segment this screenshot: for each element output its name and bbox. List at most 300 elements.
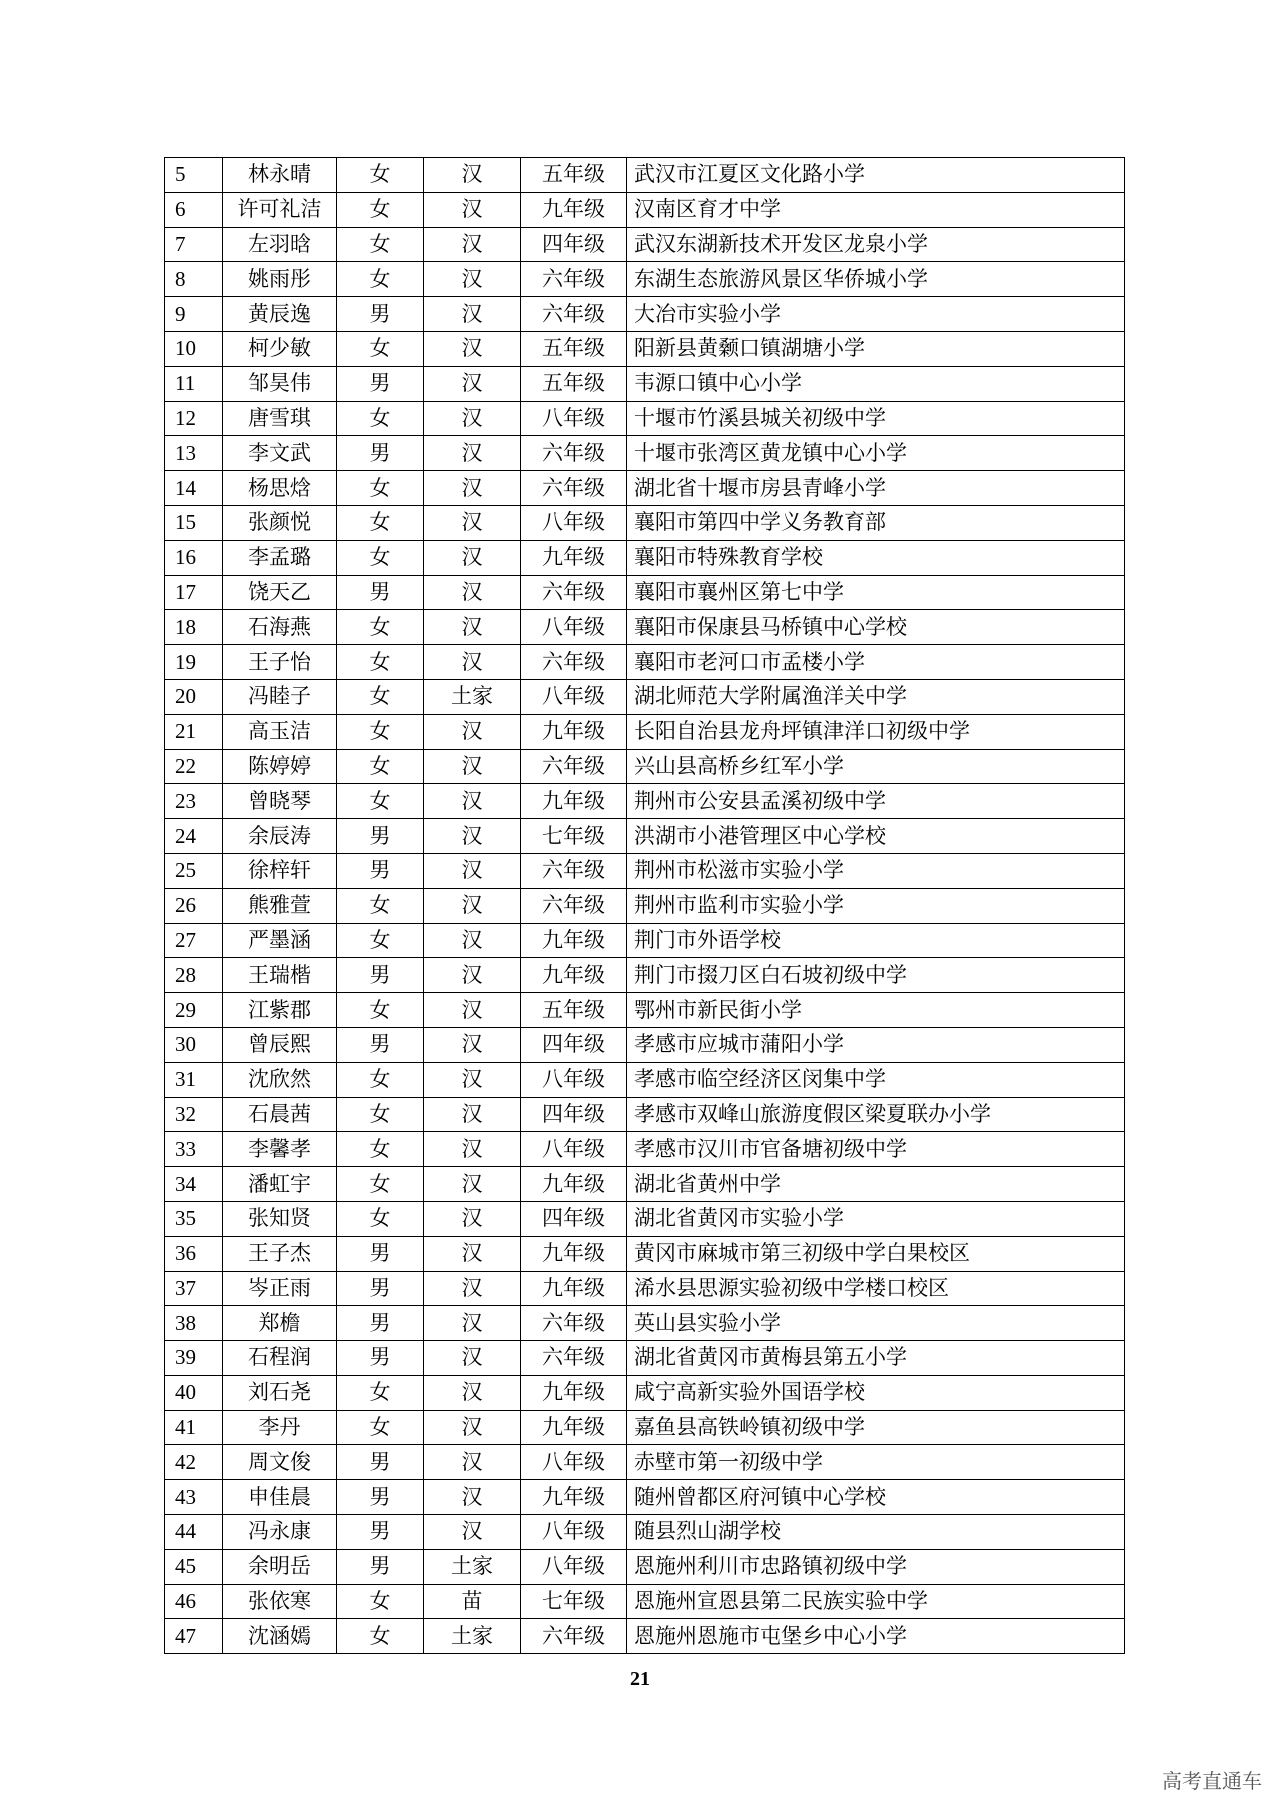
grade-cell: 四年级 [521,1097,627,1132]
grade-cell: 六年级 [521,262,627,297]
row-number-cell: 17 [165,575,223,610]
grade-cell: 八年级 [521,1132,627,1167]
school-cell: 恩施州宣恩县第二民族实验中学 [627,1584,1125,1619]
table-row [165,1341,1125,1376]
grade-cell: 九年级 [521,784,627,819]
grade-cell: 八年级 [521,1549,627,1584]
row-number-cell: 31 [165,1062,223,1097]
row-number-cell: 5 [165,158,223,193]
school-cell: 十堰市竹溪县城关初级中学 [627,401,1125,436]
row-number-cell: 12 [165,401,223,436]
school-cell: 孝感市应城市蒲阳小学 [627,1027,1125,1062]
table-row [165,993,1125,1028]
student-name-cell: 唐雪琪 [223,401,337,436]
student-name-cell: 郑檐 [223,1306,337,1341]
student-name-cell: 李孟璐 [223,540,337,575]
student-name-cell: 申佳晨 [223,1480,337,1515]
gender-cell: 男 [337,575,424,610]
student-roster-table [164,157,1125,1654]
table-row [165,192,1125,227]
gender-cell: 男 [337,819,424,854]
grade-cell: 六年级 [521,471,627,506]
row-number-cell: 28 [165,958,223,993]
student-name-cell: 潘虹宇 [223,1167,337,1202]
school-cell: 襄阳市老河口市孟楼小学 [627,645,1125,680]
gender-cell: 女 [337,262,424,297]
table-row [165,1410,1125,1445]
school-cell: 孝感市临空经济区闵集中学 [627,1062,1125,1097]
grade-cell: 八年级 [521,1062,627,1097]
student-name-cell: 石海燕 [223,610,337,645]
student-name-cell: 熊雅萱 [223,888,337,923]
row-number-cell: 29 [165,993,223,1028]
ethnicity-cell: 汉 [424,923,521,958]
ethnicity-cell: 汉 [424,1027,521,1062]
student-name-cell: 周文俊 [223,1445,337,1480]
row-number-cell: 15 [165,505,223,540]
school-cell: 韦源口镇中心小学 [627,366,1125,401]
gender-cell: 女 [337,192,424,227]
grade-cell: 六年级 [521,297,627,332]
row-number-cell: 10 [165,331,223,366]
gender-cell: 男 [337,1549,424,1584]
row-number-cell: 19 [165,645,223,680]
school-cell: 随县烈山湖学校 [627,1515,1125,1550]
table-row [165,888,1125,923]
student-name-cell: 曾晓琴 [223,784,337,819]
grade-cell: 九年级 [521,1167,627,1202]
ethnicity-cell: 汉 [424,1341,521,1376]
row-number-cell: 14 [165,471,223,506]
gender-cell: 女 [337,540,424,575]
table-row [165,958,1125,993]
grade-cell: 九年级 [521,923,627,958]
table-row [165,1236,1125,1271]
watermark-text: 高考直通车 [1162,1769,1262,1793]
row-number-cell: 36 [165,1236,223,1271]
table-row [165,505,1125,540]
table-row [165,1584,1125,1619]
ethnicity-cell: 汉 [424,505,521,540]
ethnicity-cell: 汉 [424,366,521,401]
ethnicity-cell: 汉 [424,1201,521,1236]
ethnicity-cell: 汉 [424,1167,521,1202]
student-name-cell: 张依寒 [223,1584,337,1619]
student-name-cell: 左羽晗 [223,227,337,262]
school-cell: 襄阳市第四中学义务教育部 [627,505,1125,540]
table-row [165,819,1125,854]
grade-cell: 八年级 [521,679,627,714]
gender-cell: 女 [337,1167,424,1202]
ethnicity-cell: 汉 [424,714,521,749]
grade-cell: 九年级 [521,1236,627,1271]
school-cell: 嘉鱼县高铁岭镇初级中学 [627,1410,1125,1445]
table-row [165,262,1125,297]
table-row [165,784,1125,819]
grade-cell: 九年级 [521,958,627,993]
ethnicity-cell: 汉 [424,1480,521,1515]
row-number-cell: 20 [165,679,223,714]
school-cell: 襄阳市保康县马桥镇中心学校 [627,610,1125,645]
row-number-cell: 8 [165,262,223,297]
student-name-cell: 饶天乙 [223,575,337,610]
table-row [165,540,1125,575]
table-row [165,401,1125,436]
row-number-cell: 21 [165,714,223,749]
table-row [165,923,1125,958]
gender-cell: 男 [337,1271,424,1306]
school-cell: 英山县实验小学 [627,1306,1125,1341]
student-name-cell: 刘石尧 [223,1375,337,1410]
ethnicity-cell: 土家 [424,1619,521,1654]
school-cell: 鄂州市新民街小学 [627,993,1125,1028]
school-cell: 十堰市张湾区黄龙镇中心小学 [627,436,1125,471]
ethnicity-cell: 汉 [424,1097,521,1132]
ethnicity-cell: 汉 [424,192,521,227]
ethnicity-cell: 汉 [424,1132,521,1167]
gender-cell: 女 [337,1201,424,1236]
gender-cell: 女 [337,331,424,366]
student-name-cell: 杨思焓 [223,471,337,506]
gender-cell: 男 [337,1445,424,1480]
page-number: 21 [630,1668,650,1690]
ethnicity-cell: 汉 [424,540,521,575]
gender-cell: 女 [337,1584,424,1619]
gender-cell: 女 [337,401,424,436]
grade-cell: 九年级 [521,540,627,575]
student-name-cell: 李馨孝 [223,1132,337,1167]
gender-cell: 女 [337,888,424,923]
student-name-cell: 沈欣然 [223,1062,337,1097]
grade-cell: 九年级 [521,1410,627,1445]
student-name-cell: 姚雨彤 [223,262,337,297]
school-cell: 荆州市松滋市实验小学 [627,853,1125,888]
row-number-cell: 37 [165,1271,223,1306]
gender-cell: 女 [337,679,424,714]
grade-cell: 八年级 [521,610,627,645]
student-name-cell: 严墨涵 [223,923,337,958]
school-cell: 武汉市江夏区文化路小学 [627,158,1125,193]
school-cell: 荆州市公安县孟溪初级中学 [627,784,1125,819]
ethnicity-cell: 汉 [424,1236,521,1271]
ethnicity-cell: 汉 [424,610,521,645]
student-name-cell: 陈婷婷 [223,749,337,784]
ethnicity-cell: 汉 [424,819,521,854]
student-name-cell: 王瑞楷 [223,958,337,993]
table-row [165,297,1125,332]
gender-cell: 男 [337,958,424,993]
table-row [165,645,1125,680]
gender-cell: 女 [337,784,424,819]
student-name-cell: 岑正雨 [223,1271,337,1306]
grade-cell: 四年级 [521,227,627,262]
table-row [165,1167,1125,1202]
gender-cell: 女 [337,714,424,749]
student-name-cell: 柯少敏 [223,331,337,366]
gender-cell: 男 [337,1515,424,1550]
student-name-cell: 冯睦子 [223,679,337,714]
gender-cell: 女 [337,1619,424,1654]
gender-cell: 女 [337,993,424,1028]
ethnicity-cell: 土家 [424,1549,521,1584]
student-name-cell: 林永晴 [223,158,337,193]
gender-cell: 男 [337,436,424,471]
student-name-cell: 江紫郡 [223,993,337,1028]
school-cell: 孝感市双峰山旅游度假区梁夏联办小学 [627,1097,1125,1132]
table-row [165,158,1125,193]
grade-cell: 九年级 [521,714,627,749]
row-number-cell: 16 [165,540,223,575]
ethnicity-cell: 汉 [424,853,521,888]
table-row [165,749,1125,784]
school-cell: 洪湖市小港管理区中心学校 [627,819,1125,854]
ethnicity-cell: 汉 [424,1271,521,1306]
ethnicity-cell: 汉 [424,993,521,1028]
grade-cell: 四年级 [521,1201,627,1236]
student-name-cell: 张颜悦 [223,505,337,540]
student-name-cell: 沈涵嫣 [223,1619,337,1654]
ethnicity-cell: 汉 [424,1375,521,1410]
student-name-cell: 李文武 [223,436,337,471]
grade-cell: 九年级 [521,192,627,227]
row-number-cell: 34 [165,1167,223,1202]
school-cell: 阳新县黄颡口镇湖塘小学 [627,331,1125,366]
school-cell: 襄阳市襄州区第七中学 [627,575,1125,610]
gender-cell: 男 [337,1341,424,1376]
row-number-cell: 7 [165,227,223,262]
table-row [165,1515,1125,1550]
ethnicity-cell: 汉 [424,401,521,436]
school-cell: 长阳自治县龙舟坪镇津洋口初级中学 [627,714,1125,749]
row-number-cell: 43 [165,1480,223,1515]
ethnicity-cell: 苗 [424,1584,521,1619]
gender-cell: 女 [337,1410,424,1445]
gender-cell: 男 [337,297,424,332]
ethnicity-cell: 汉 [424,227,521,262]
grade-cell: 六年级 [521,436,627,471]
student-name-cell: 徐梓轩 [223,853,337,888]
grade-cell: 八年级 [521,1445,627,1480]
ethnicity-cell: 汉 [424,1410,521,1445]
school-cell: 荆门市外语学校 [627,923,1125,958]
student-name-cell: 王子杰 [223,1236,337,1271]
school-cell: 湖北省黄冈市实验小学 [627,1201,1125,1236]
gender-cell: 女 [337,505,424,540]
ethnicity-cell: 汉 [424,784,521,819]
school-cell: 恩施州恩施市屯堡乡中心小学 [627,1619,1125,1654]
school-cell: 咸宁高新实验外国语学校 [627,1375,1125,1410]
school-cell: 湖北省黄冈市黄梅县第五小学 [627,1341,1125,1376]
ethnicity-cell: 汉 [424,888,521,923]
grade-cell: 八年级 [521,1515,627,1550]
row-number-cell: 45 [165,1549,223,1584]
student-name-cell: 黄辰逸 [223,297,337,332]
row-number-cell: 33 [165,1132,223,1167]
row-number-cell: 25 [165,853,223,888]
row-number-cell: 27 [165,923,223,958]
row-number-cell: 23 [165,784,223,819]
grade-cell: 七年级 [521,819,627,854]
ethnicity-cell: 汉 [424,331,521,366]
school-cell: 浠水县思源实验初级中学楼口校区 [627,1271,1125,1306]
gender-cell: 女 [337,645,424,680]
student-name-cell: 邹昊伟 [223,366,337,401]
gender-cell: 女 [337,158,424,193]
gender-cell: 女 [337,1062,424,1097]
table-row [165,1201,1125,1236]
row-number-cell: 30 [165,1027,223,1062]
student-name-cell: 石晨茜 [223,1097,337,1132]
school-cell: 武汉东湖新技术开发区龙泉小学 [627,227,1125,262]
ethnicity-cell: 汉 [424,158,521,193]
gender-cell: 男 [337,1236,424,1271]
student-name-cell: 王子怡 [223,645,337,680]
table-row [165,853,1125,888]
school-cell: 湖北师范大学附属渔洋关中学 [627,679,1125,714]
school-cell: 湖北省黄州中学 [627,1167,1125,1202]
grade-cell: 四年级 [521,1027,627,1062]
row-number-cell: 41 [165,1410,223,1445]
table-row [165,1549,1125,1584]
student-name-cell: 高玉洁 [223,714,337,749]
grade-cell: 六年级 [521,1341,627,1376]
table-row [165,1027,1125,1062]
gender-cell: 男 [337,1306,424,1341]
gender-cell: 女 [337,227,424,262]
table-row [165,366,1125,401]
row-number-cell: 9 [165,297,223,332]
gender-cell: 女 [337,610,424,645]
ethnicity-cell: 汉 [424,749,521,784]
row-number-cell: 18 [165,610,223,645]
grade-cell: 六年级 [521,1619,627,1654]
table-row [165,679,1125,714]
table-row [165,471,1125,506]
ethnicity-cell: 汉 [424,1062,521,1097]
grade-cell: 六年级 [521,749,627,784]
grade-cell: 六年级 [521,575,627,610]
table-row [165,1132,1125,1167]
ethnicity-cell: 汉 [424,1515,521,1550]
student-name-cell: 张知贤 [223,1201,337,1236]
student-name-cell: 许可礼洁 [223,192,337,227]
ethnicity-cell: 汉 [424,471,521,506]
row-number-cell: 22 [165,749,223,784]
roster-body [165,158,1125,1654]
school-cell: 大冶市实验小学 [627,297,1125,332]
grade-cell: 九年级 [521,1375,627,1410]
gender-cell: 女 [337,923,424,958]
row-number-cell: 32 [165,1097,223,1132]
school-cell: 襄阳市特殊教育学校 [627,540,1125,575]
gender-cell: 女 [337,749,424,784]
row-number-cell: 11 [165,366,223,401]
gender-cell: 女 [337,471,424,506]
table-row [165,436,1125,471]
grade-cell: 六年级 [521,888,627,923]
grade-cell: 九年级 [521,1271,627,1306]
table-row [165,1375,1125,1410]
gender-cell: 男 [337,853,424,888]
gender-cell: 男 [337,1480,424,1515]
ethnicity-cell: 汉 [424,1306,521,1341]
ethnicity-cell: 汉 [424,262,521,297]
row-number-cell: 35 [165,1201,223,1236]
student-name-cell: 冯永康 [223,1515,337,1550]
grade-cell: 六年级 [521,645,627,680]
grade-cell: 六年级 [521,853,627,888]
table-row [165,610,1125,645]
student-name-cell: 李丹 [223,1410,337,1445]
school-cell: 随州曾都区府河镇中心学校 [627,1480,1125,1515]
school-cell: 赤壁市第一初级中学 [627,1445,1125,1480]
grade-cell: 八年级 [521,505,627,540]
grade-cell: 五年级 [521,158,627,193]
row-number-cell: 38 [165,1306,223,1341]
row-number-cell: 44 [165,1515,223,1550]
grade-cell: 五年级 [521,331,627,366]
grade-cell: 八年级 [521,401,627,436]
ethnicity-cell: 汉 [424,436,521,471]
table-row [165,575,1125,610]
ethnicity-cell: 汉 [424,575,521,610]
school-cell: 黄冈市麻城市第三初级中学白果校区 [627,1236,1125,1271]
grade-cell: 七年级 [521,1584,627,1619]
gender-cell: 男 [337,366,424,401]
school-cell: 孝感市汉川市官备塘初级中学 [627,1132,1125,1167]
table-row [165,1445,1125,1480]
grade-cell: 六年级 [521,1306,627,1341]
gender-cell: 女 [337,1375,424,1410]
school-cell: 湖北省十堰市房县青峰小学 [627,471,1125,506]
row-number-cell: 46 [165,1584,223,1619]
gender-cell: 女 [337,1132,424,1167]
school-cell: 荆州市监利市实验小学 [627,888,1125,923]
row-number-cell: 47 [165,1619,223,1654]
row-number-cell: 6 [165,192,223,227]
ethnicity-cell: 汉 [424,297,521,332]
school-cell: 兴山县高桥乡红军小学 [627,749,1125,784]
row-number-cell: 42 [165,1445,223,1480]
ethnicity-cell: 汉 [424,958,521,993]
row-number-cell: 26 [165,888,223,923]
ethnicity-cell: 汉 [424,645,521,680]
table-row [165,1480,1125,1515]
ethnicity-cell: 汉 [424,1445,521,1480]
school-cell: 东湖生态旅游风景区华侨城小学 [627,262,1125,297]
school-cell: 荆门市掇刀区白石坡初级中学 [627,958,1125,993]
table-row [165,1062,1125,1097]
table-row [165,1306,1125,1341]
ethnicity-cell: 土家 [424,679,521,714]
row-number-cell: 24 [165,819,223,854]
school-cell: 汉南区育才中学 [627,192,1125,227]
student-name-cell: 曾辰熙 [223,1027,337,1062]
school-cell: 恩施州利川市忠路镇初级中学 [627,1549,1125,1584]
table-row [165,227,1125,262]
table-row [165,1271,1125,1306]
student-name-cell: 石程润 [223,1341,337,1376]
row-number-cell: 39 [165,1341,223,1376]
table-row [165,1619,1125,1654]
grade-cell: 五年级 [521,993,627,1028]
table-row [165,1097,1125,1132]
row-number-cell: 13 [165,436,223,471]
gender-cell: 男 [337,1027,424,1062]
table-row [165,331,1125,366]
grade-cell: 五年级 [521,366,627,401]
row-number-cell: 40 [165,1375,223,1410]
